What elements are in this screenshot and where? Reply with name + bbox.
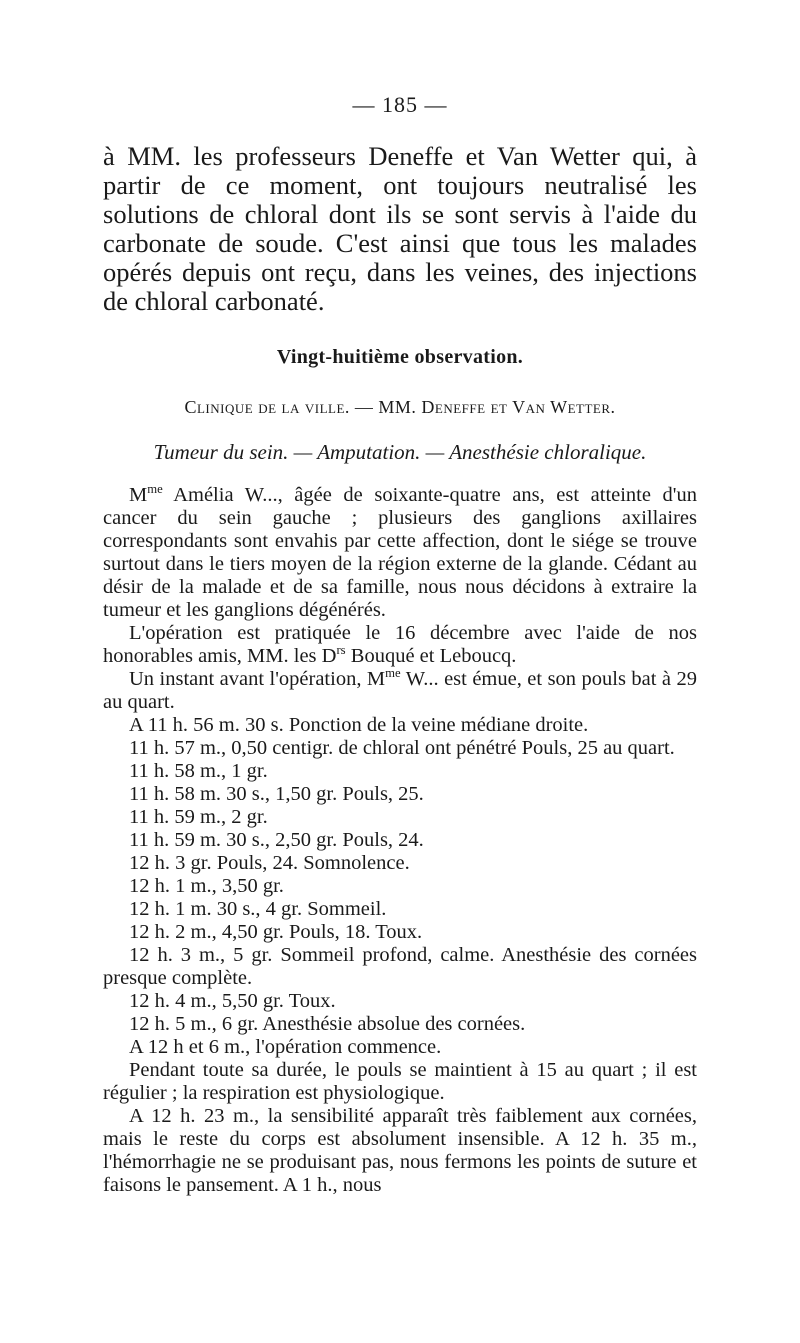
timeline-entry: 12 h. 1 m., 3,50 gr.	[129, 875, 284, 897]
timeline-entry: 11 h. 57 m., 0,50 centigr. de chloral ont pénétré Pouls, 25 au quart.	[129, 737, 675, 759]
timeline-entry: 12 h. 3 gr. Pouls, 24. Somnolence.	[129, 852, 410, 874]
instant-sup: me	[385, 666, 401, 681]
instant-text-post: W... est émue, et son pouls bat à 29 au quart.	[103, 668, 697, 713]
timeline-entry: 11 h. 58 m., 1 gr.	[129, 760, 268, 782]
clinic-line: Clinique de la ville. — MM. Deneffe et Van Wetter.	[184, 397, 616, 417]
case-body	[103, 484, 697, 1197]
timeline-entry: A 12 h et 6 m., l'opération commence.	[129, 1036, 442, 1058]
operation-text-post: Bouqué et Leboucq.	[345, 645, 517, 667]
timeline-entry: 11 h. 59 m. 30 s., 2,50 gr. Pouls, 24.	[129, 829, 424, 851]
final-paragraph: A 12 h. 23 m., la sensibilité apparaît très faiblement aux cornées, mais le reste du corps est absolument insensible. A 12 h. 35 m., l'hémorrhagie ne se produisant pas, nous fermons les points de suture et faisons le pansement. A 1 h., nous	[103, 1105, 697, 1196]
timeline-entry: 12 h. 4 m., 5,50 gr. Toux.	[129, 990, 336, 1012]
duration-paragraph: Pendant toute sa durée, le pouls se maintient à 15 au quart ; il est régulier ; la respiration est physiologique.	[103, 1059, 697, 1104]
timeline-entry: A 11 h. 56 m. 30 s. Ponction de la veine médiane droite.	[129, 714, 589, 736]
subject-line: Tumeur du sein. — Amputation. — Anesthésie chloralique.	[153, 440, 647, 464]
timeline-entry: 11 h. 58 m. 30 s., 1,50 gr. Pouls, 25.	[129, 783, 424, 805]
patient-paragraph	[103, 484, 697, 622]
section-heading: Vingt-huitième observation.	[276, 346, 524, 368]
timeline-entry: 12 h. 5 m., 6 gr. Anesthésie absolue des cornées.	[129, 1013, 526, 1035]
timeline-entry: 12 h. 3 m., 5 gr. Sommeil profond, calme. Anesthésie des cornées presque complète.	[103, 944, 697, 989]
timeline-entry: 11 h. 59 m., 2 gr.	[129, 806, 268, 828]
timeline-entry: 12 h. 1 m. 30 s., 4 gr. Sommeil.	[129, 898, 387, 920]
operation-text-pre: L'opération est pratiquée le 16 décembre avec l'aide de nos honorables amis, MM. les D	[103, 622, 697, 667]
patient-sup: me	[147, 482, 163, 497]
patient-prefix: M	[129, 484, 148, 506]
patient-text: Amélia W..., âgée de soixante-quatre ans, est atteinte d'un cancer du sein gauche ; plusieurs des ganglions axillaires correspondants sont envahis par cette affection, dont le siége se trouve surtout dans le tiers moyen de la région externe de la glande. Cédant au désir de la malade et de sa famille, nous nous décidons à extraire la tumeur et les ganglions dégénérés.	[103, 484, 697, 621]
instant-text-pre: Un instant avant l'opération, M	[129, 668, 386, 690]
instant-paragraph	[103, 668, 697, 714]
page-number: — 185 —	[352, 92, 448, 117]
timeline-entry: 12 h. 2 m., 4,50 gr. Pouls, 18. Toux.	[129, 921, 423, 943]
operation-paragraph	[103, 622, 697, 668]
operation-sup: rs	[336, 643, 346, 658]
intro-paragraph: à MM. les professeurs Deneffe et Van Wetter qui, à partir de ce moment, ont toujours neutralisé les solutions de chloral dont ils se sont servis à l'aide du carbonate de soude. C'est ainsi que tous les malades opérés depuis ont reçu, dans les veines, des injections de chloral carbonaté.	[103, 141, 697, 316]
